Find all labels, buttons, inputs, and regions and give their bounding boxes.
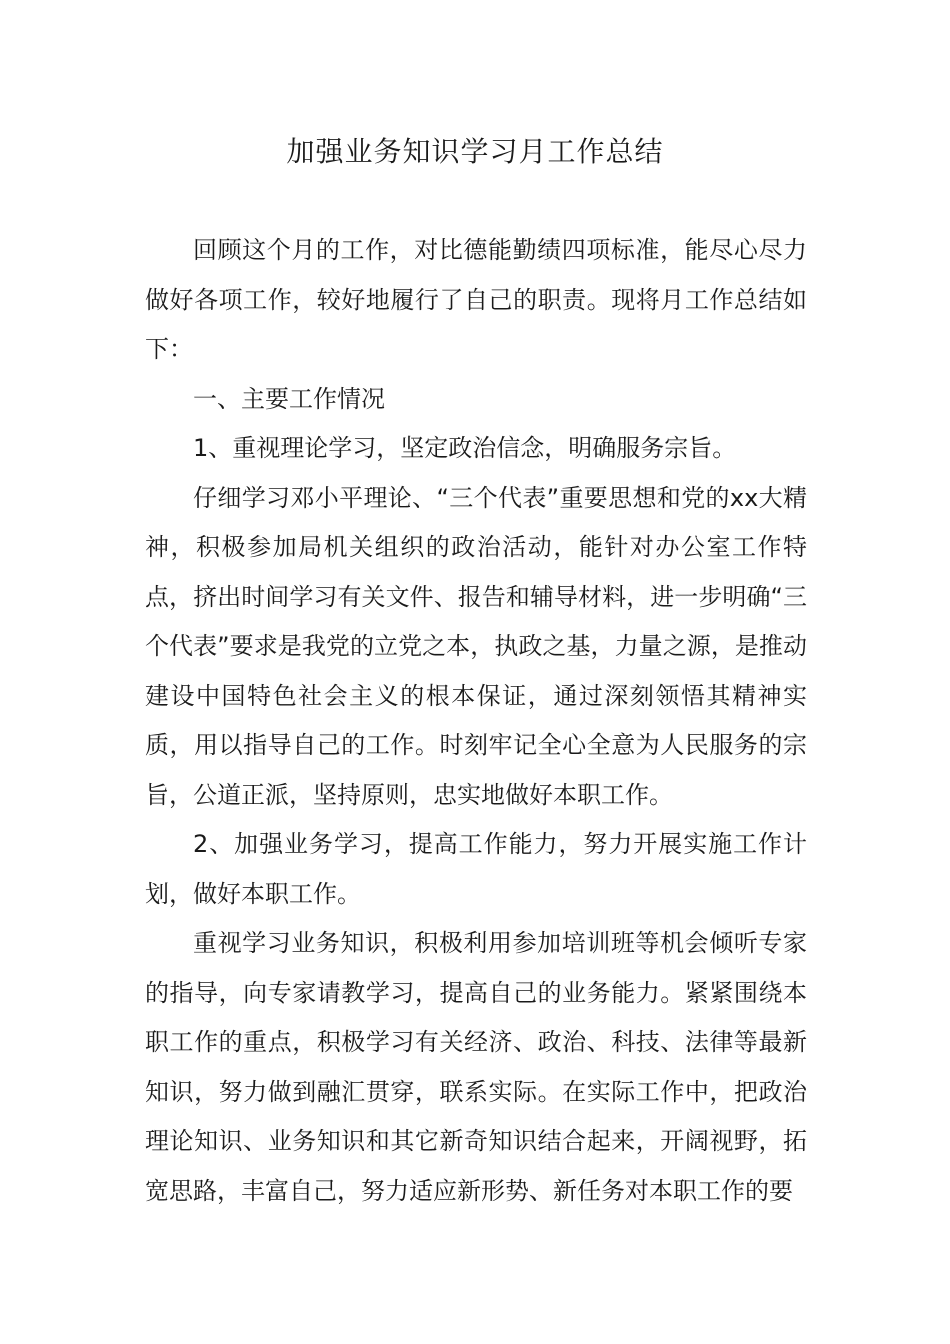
body-paragraph-2: 重视学习业务知识，积极利用参加培训班等机会倾听专家的指导，向专家请教学习，提高自己的业务能力。紧紧围绕本职工作的重点，积极学习有关经济、政治、科技、法律等最新知识，努力做到融汇贯穿，联系实际。在实际工作中，把政治理论知识、业务知识和其它新奇知识结合起来，开阔视野，拓宽思路，丰富自己，努力适应新形势、新任务对本职工作的要: [145, 929, 807, 1205]
document-title: 加强业务知识学习月工作总结: [286, 135, 664, 168]
section-heading: 一、主要工作情况: [193, 384, 385, 413]
intro-paragraph: 回顾这个月的工作，对比德能勤绩四项标准，能尽心尽力做好各项工作，较好地履行了自己的职责。现将月工作总结如下：: [145, 236, 807, 363]
document-body: [145, 226, 807, 1216]
body-paragraph-1: 仔细学习邓小平理论、“三个代表”重要思想和党的xx大精神，积极参加局机关组织的政治活动，能针对办公室工作特点，挤出时间学习有关文件、报告和辅导材料，进一步明确“三个代表”要求是我党的立党之本，执政之基，力量之源，是推动建设中国特色社会主义的根本保证，通过深刻领悟其精神实质，用以指导自己的工作。时刻牢记全心全意为人民服务的宗旨，公道正派，坚持原则，忠实地做好本职工作。: [145, 483, 807, 809]
subsection-heading-2: 2、加强业务学习，提高工作能力，努力开展实施工作计划，做好本职工作。: [145, 830, 807, 908]
subsection-heading-1: 1、重视理论学习，坚定政治信念，明确服务宗旨。: [193, 434, 737, 462]
